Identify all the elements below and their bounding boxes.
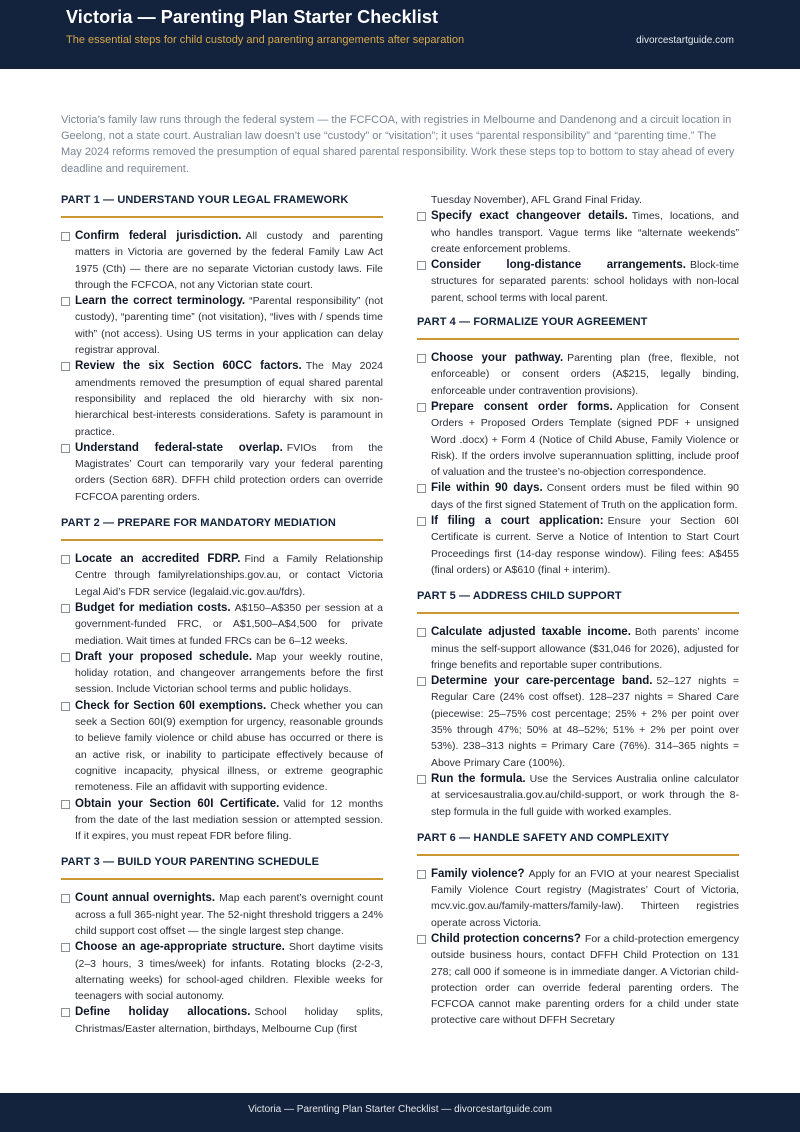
checklist-item bbox=[417, 480, 739, 513]
checklist-item bbox=[61, 796, 383, 845]
item-label: Review the six Section 60CC factors. bbox=[75, 360, 302, 373]
item-text: Find a Family Relationship Centre through familyrelationships.gov.au, or contact Victoria Legal Aid’s FDR service (legalaid.vic.gov.au/fdrs). bbox=[75, 553, 383, 598]
item-label: Calculate adjusted taxable income. bbox=[431, 626, 631, 639]
checklist-item bbox=[61, 1004, 383, 1037]
item-label: File within 90 days. bbox=[431, 482, 543, 495]
item-text: “Parental responsibility” (not custody), “parenting time” (not visitation), “lives with / spends time with” (not access). Using US terms in your application can delay registrar approval. bbox=[75, 295, 383, 357]
checklist-item bbox=[417, 771, 739, 820]
item-text: Apply for an FVIO at your nearest Specialist Family Violence Court registry (Magistrates’ Court of Victoria, mcv.vic.gov.au/family-matters/family-law). Thirteen registries operate across Victoria. bbox=[431, 867, 739, 929]
page-subtitle: The essential steps for child custody and parenting arrangements after separation bbox=[66, 34, 465, 46]
checkbox[interactable] bbox=[61, 555, 70, 564]
checkbox[interactable] bbox=[417, 403, 426, 412]
checklist-item bbox=[61, 600, 383, 649]
checkbox[interactable] bbox=[61, 894, 70, 903]
checklist-item bbox=[417, 931, 739, 1029]
checklist-section bbox=[417, 830, 739, 1029]
page-footer: Victoria — Parenting Plan Starter Checklist — divorcestartguide.com bbox=[0, 1093, 800, 1132]
item-label: Check for Section 60I exemptions. bbox=[75, 699, 267, 712]
checkbox[interactable] bbox=[417, 935, 426, 944]
checklist-item bbox=[61, 228, 383, 293]
checklist-section bbox=[417, 588, 739, 820]
item-label: Obtain your Section 60I Certificate. bbox=[75, 797, 280, 810]
checklist-item bbox=[417, 513, 739, 578]
checkbox[interactable] bbox=[61, 943, 70, 952]
item-text: Map your weekly routine, holiday rotation, and changeover arrangements before the first session. Include Victorian school terms and public holidays. bbox=[75, 650, 383, 696]
section-heading: PART 5 — ADDRESS CHILD SUPPORT bbox=[417, 588, 739, 614]
checkbox[interactable] bbox=[61, 362, 70, 371]
checklist-section bbox=[61, 192, 383, 505]
checkbox[interactable] bbox=[417, 628, 426, 637]
item-label: If filing a court application: bbox=[431, 515, 604, 528]
item-text: Use the Services Australia online calculator at servicesaustralia.gov.au/child-support, or work through the 8-step formula in the full guide with worked examples. bbox=[431, 772, 739, 818]
item-text: Map each parent’s overnight count across a full 365-night year. The 52-night threshold triggers a 24% child support cost offset — the single largest step change. bbox=[75, 892, 383, 937]
checkbox[interactable] bbox=[61, 702, 70, 711]
item-text: Valid for 12 months from the date of the last mediation session or attempted session. If it expires, you must repeat FDR before filing. bbox=[75, 797, 383, 843]
item-label: Specify exact changeover details. bbox=[431, 210, 628, 223]
checkbox[interactable] bbox=[417, 870, 426, 879]
item-label: Consider long-distance arrangements. bbox=[431, 259, 686, 272]
checklist-section bbox=[417, 314, 739, 578]
item-text: Block-time structures for separated parents: school holidays with non-local parent, school terms with local parent. bbox=[431, 259, 739, 304]
item-text: All custody and parenting matters in Victoria are governed by the federal Family Law Act 1975 (Cth) — there are no separate Victorian custody laws. File through the FCFCOA, not any Victorian state court. bbox=[75, 230, 383, 291]
checklist-item bbox=[417, 866, 739, 931]
intro-paragraph: Victoria’s family law runs through the federal system — the FCFCOA, with registries in Melbourne and Dandenong and a circuit location in Geelong, not a state court. Australian law doesn’t use “custody” or “visitation”; it uses “parental responsibility” and “parenting time.” The May 2024 reforms removed the presumption of equal shared parental responsibility. Work these steps top to bottom to stay ahead of every deadline and requirement. bbox=[61, 114, 735, 175]
item-label: Count annual overnights. bbox=[75, 892, 216, 905]
item-label: Prepare consent order forms. bbox=[431, 400, 613, 413]
checkbox[interactable] bbox=[61, 297, 70, 306]
item-label: Draft your proposed schedule. bbox=[75, 650, 253, 663]
item-label: Determine your care-percentage band. bbox=[431, 675, 653, 688]
item-text: School holiday splits, Christmas/Easter alternation, birthdays, Melbourne Cup (first bbox=[75, 1006, 383, 1035]
item-label: Child protection concerns? bbox=[431, 932, 581, 945]
section-heading: PART 4 — FORMALIZE YOUR AGREEMENT bbox=[417, 314, 739, 340]
checklist-item bbox=[417, 624, 739, 673]
site-name: divorcestartguide.com bbox=[636, 35, 734, 46]
item-label: Locate an accredited FDRP. bbox=[75, 553, 241, 566]
checkbox[interactable] bbox=[417, 484, 426, 493]
item-label: Choose your pathway. bbox=[431, 352, 564, 365]
item-label: Run the formula. bbox=[431, 772, 526, 785]
item-label: Confirm federal jurisdiction. bbox=[75, 230, 242, 242]
checklist-item bbox=[61, 890, 383, 939]
page-title: Victoria — Parenting Plan Starter Checklist bbox=[66, 7, 439, 27]
item-text: Times, locations, and who handles transport. Vague terms like “alternate weekends” create enforcement problems. bbox=[431, 210, 739, 255]
item-label: Budget for mediation costs. bbox=[75, 601, 231, 614]
checkbox[interactable] bbox=[417, 677, 426, 686]
checkbox[interactable] bbox=[417, 261, 426, 270]
checklist-item bbox=[417, 257, 739, 306]
checklist-section bbox=[61, 515, 383, 844]
item-text: Parenting plan (free, flexible, not enforceable) or consent orders (A$215, legally binding, enforceable under contravention provisions). bbox=[431, 352, 739, 397]
checklist-item bbox=[61, 939, 383, 1004]
checklist-item bbox=[417, 673, 739, 771]
checkbox[interactable] bbox=[61, 232, 70, 241]
item-text: Consent orders must be filed within 90 days of the first signed Statement of Truth on the application form. bbox=[431, 482, 739, 511]
checklist-item bbox=[61, 551, 383, 600]
item-text: Application for Consent Orders + Proposed Orders Template (signed PDF + unsigned Word .docx) + Form 4 (Notice of Child Abuse, Family Violence or Risk). If the orders involve superannuation splitting, include proof of valuation and the trustee’s no-objection correspondence. bbox=[431, 400, 739, 479]
checklist-item bbox=[417, 399, 739, 480]
item-text: The May 2024 amendments removed the presumption of equal shared parental responsibility and replaced the old hierarchy with six non-hierarchical best-interests considerations. Safety is paramount in practice. bbox=[75, 360, 383, 438]
checkbox[interactable] bbox=[61, 653, 70, 662]
item-label: Learn the correct terminology. bbox=[75, 295, 246, 308]
checkbox[interactable] bbox=[417, 354, 426, 363]
item-label: Choose an age-appropriate structure. bbox=[75, 941, 285, 954]
checklist-item bbox=[61, 649, 383, 698]
checkbox[interactable] bbox=[61, 1008, 70, 1017]
item-label: Define holiday allocations. bbox=[75, 1006, 251, 1019]
checklist-item bbox=[417, 208, 739, 257]
left-column bbox=[61, 192, 383, 1093]
checkbox[interactable] bbox=[417, 775, 426, 784]
item-text: A$150–A$350 per session at a government-funded FRC, or A$1,500–A$4,500 for private mediation. Wait times at funded FRCs can be 6–12 weeks. bbox=[75, 601, 383, 647]
continued-text: Tuesday November), AFL Grand Final Friday. bbox=[431, 194, 642, 206]
page-header bbox=[0, 0, 800, 69]
item-text: Both parents’ income minus the self-support allowance ($31,046 for 2026), adjusted for fringe benefits and reportable super contributions. bbox=[431, 626, 739, 671]
item-text: FVIOs from the Magistrates’ Court can temporarily vary your federal parenting orders (Section 68R). DFFH child protection orders can override FCFCOA parenting orders. bbox=[75, 441, 383, 503]
checklist-item bbox=[61, 358, 383, 439]
checklist-item bbox=[61, 440, 383, 505]
checklist-item bbox=[61, 293, 383, 358]
section-heading: PART 1 — UNDERSTAND YOUR LEGAL FRAMEWORK bbox=[61, 192, 383, 218]
section-heading: PART 2 — PREPARE FOR MANDATORY MEDIATION bbox=[61, 515, 383, 541]
checkbox[interactable] bbox=[61, 444, 70, 453]
section-heading: PART 6 — HANDLE SAFETY AND COMPLEXITY bbox=[417, 830, 739, 856]
item-label: Understand federal-state overlap. bbox=[75, 441, 283, 454]
checklist-section bbox=[61, 854, 383, 1037]
item-label: Family violence? bbox=[431, 867, 525, 880]
item-text: Check whether you can seek a Section 60I(9) exemption for urgency, reasonable grounds to believe family violence or child abuse has occurred or there is an active risk, or inability to participate effectively because of cognitive incapacity, physical illness, or extreme geographic remoteness. File an affidavit with supporting evidence. bbox=[75, 699, 383, 794]
checkbox[interactable] bbox=[61, 800, 70, 809]
checkbox[interactable] bbox=[61, 604, 70, 613]
checklist-item bbox=[417, 350, 739, 399]
checklist-item bbox=[61, 698, 383, 796]
item-text: 52–127 nights = Regular Care (24% cost offset). 128–237 nights = Shared Care (piecewise: 25–75% cost percentage; 25% + 2% per point over 35% through 47%; 50% at 48–52%; 51% + 2% per point over 53%). 238–313 nights = Primary Care (76%). 314–365 nights = Above Primary Care (100%). bbox=[431, 675, 739, 769]
item-text: Ensure your Section 60I Certificate is current. Serve a Notice of Intention to Start Court Proceedings first (14-day response window). Filing fees: A$455 (final orders) or A$610 (final + interim). bbox=[431, 515, 739, 576]
checkbox[interactable] bbox=[417, 517, 426, 526]
item-text: Short daytime visits (2–3 hours, 3 times/week) for infants. Rotating blocks (2-2-3, alternating weeks) for school-aged children. Flexible weeks for teenagers with social autonomy. bbox=[75, 941, 383, 1003]
section-heading: PART 3 — BUILD YOUR PARENTING SCHEDULE bbox=[61, 854, 383, 880]
item-text: For a child-protection emergency outside business hours, contact DFFH Child Protection on 131 278; call 000 if someone is in immediate danger. A Victorian child-protection order can override federal parenting orders. The FCFCOA cannot make parenting orders for a child under state protective care without DFFH Secretary bbox=[431, 932, 739, 1027]
right-column bbox=[417, 194, 739, 1093]
checkbox[interactable] bbox=[417, 212, 426, 221]
